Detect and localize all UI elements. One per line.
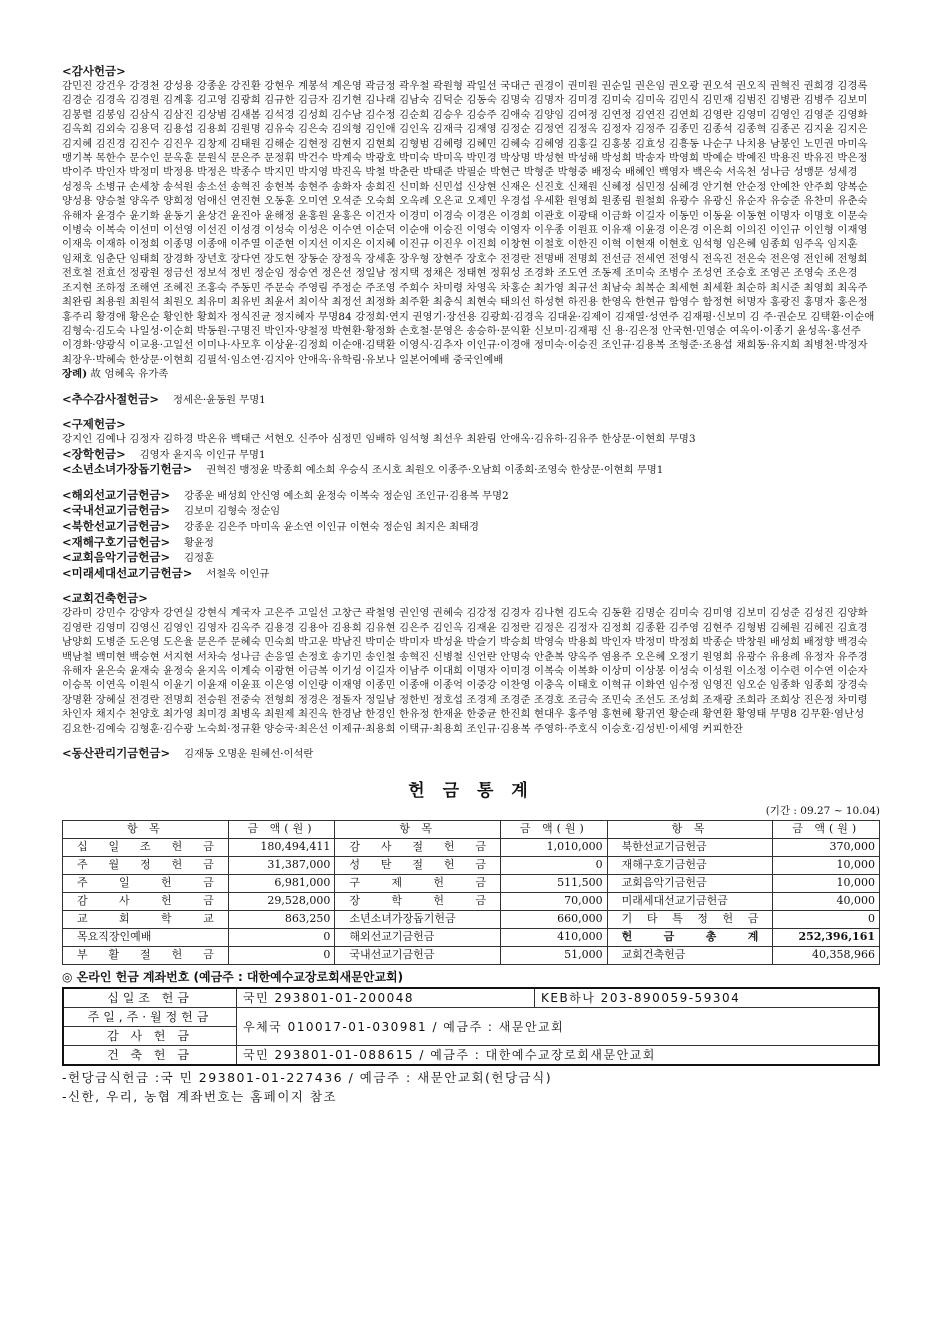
donor-names: 권혁진 맹정윤 박종희 예소희 우승식 조시호 최원오 이종주·오남희 이종희·조영숙 한상문·이현희 무명1: [206, 464, 664, 477]
stats-item-amount: 40,358,966: [773, 946, 880, 964]
stats-title: 헌 금 통 계: [408, 780, 534, 801]
stats-item-label: 북한선교기금헌금: [607, 838, 773, 856]
stats-item-label: 재해구호기금헌금: [607, 856, 773, 874]
section-title: <국내선교기금헌금>: [62, 503, 171, 518]
stats-item-label: 기 타 특 정 헌 금: [607, 910, 773, 928]
offering-section-relief: [62, 417, 880, 446]
donor-names: 정세은·윤동원 무명1: [173, 393, 266, 406]
donor-names: 감민진 강건우 강경천 강성용 강종운 강진환 강현우 계봉석 계은영 곽금정 곽우철 곽원형 곽일선 국대근 권경이 권미원 권순일 권은임 권오광 권오석 권오직 권혁진 권희경 김경록 김경순 김경옥 김경원 김계홍 김고영 김광희 김규한 김금자 김기현 김나래 김남숙 김덕순 김동숙 김명숙 김명자 김미경 김미숙 김미옥 김민식 김민재 김범진 김병관 김병주 김보미 김봉렬 김봉임 김삼식 김삼진 김상범 김새봄 김석경 김성희 김수남 김수정 김순희 김승우 김승주 김애숙 김양임 김여정 김연정 김연진 김연희 김영란 김영미 김영인 김영준 김영화 김옥희 김외숙 김용덕 김용섭 김용희 김원명 김유숙 김은숙 김의형 김인애 김인옥 김재극 김재영 김정순 김정연 김정옥 김정자 김정주 김종민 김종석 김종혁 김종곤 김지윤 김지은 김지혜 김진경 김진수 김진우 김창제 김태원 김해순 김현정 김현지 김현희 김형범 김혜령 김혜민 김혜숙 김혜영 김홍길 김홍봉 김효성 김흥동 나순구 나치용 남봉인 노민권 마미옥 맹기복 목한수 문수인 문옥훈 문원식 문은주 문정휘 박건수 박계숙 박광호 박미숙 박미옥 박민경 박상명 박성현 박성해 박성희 박송자 박영희 박예순 박예진 박용진 박유진 박은정 박이주 박인자 박정미 박정용 박정은 박종수 박지민 박지영 박진옥 박철 박춘란 박태준 박필순 박현근 박형준 박형중 배정숙 배혜인 백영자 백은숙 서옥천 성나금 성맹문 성세경 성정욱 소병규 손세창 송석원 송소선 송혁진 송현복 송현주 송화자 송희진 신미화 신민섭 신상현 신재은 신진호 신채원 신혜정 심민정 심혜경 안기현 안순정 안예찬 안주희 양복순 양성용 양승철 양옥주 양희정 엄애신 연진현 오동훈 오미연 오석준 오숙희 오옥례 오은교 오제민 우경섭 우세환 원영희 원종림 원철희 유광수 유광신 유순자 유승준 유찬미 유춘숙 유해자 윤경수 윤기화 윤동기 윤상건 윤진아 윤해정 윤홍원 윤홍은 이건자 이경미 이경숙 이경은 이경희 이관호 이광태 이금화 이길자 이동민 이동윤 이동현 이명자 이명호 이문숙 이병숙 이복숙 이선미 이선영 이선진 이성경 이성숙 이성은 이수연 이순덕 이순애 이승진 이영숙 이영자 이우종 이원표 이유재 이윤경 이은경 이은희 이의진 이인규 이인형 이재영 이재욱 이재하 이정희 이종명 이종애 이주열 이준현 이지선 이지은 이지혜 이진규 이진우 이진희 이창현 이철호 이한진 이혁 이현재 이현호 임석형 임은혜 임종희 임주옥 임지훈 임채호 임춘단 임태희 장경화 장년호 장다연 장도현 장동순 장정옥 장세훈 장우형 장현주 장호수 전경란 전명배 전명희 전선금 전세연 전영식 전옥진 전은숙 전은영 전인혜 전형희 전호철 전효선 정광원 정금선 정보석 정빈 정순임 정승연 정은선 정일남 정지택 정채은 정태현 정휘성 조경화 조도연 조동제 조미숙 조병수 조성연 조승호 조영곤 조영숙 조은경 조지현 조하정 조해연 조혜진 조홍숙 주동민 주문숙 주영림 주정순 주조영 주희수 차미령 차영옥 차홍순 최가영 최규선 최남숙 최복순 최세현 최세환 최순하 최시준 최영희 최옥주 최완림 최용원 최원석 최원오 최유미 최유빈 최윤서 최이삭 최정선 최정화 최주환 최충식 최현숙 태의선 하성현 하진용 한영옥 한현규 함영수 함정현 허명자 홍광진 홍명자 홍은정 홍주리 황경애 황은순 황인한 황희자 정식진균 정지혜자 무명84 강정희·연지 권영기·장선용 김광희·김경옥 김대윤·김제이 김재열·성연주 김재평·신보미 김 주·권순모 김택환·이순애 김형숙·김도숙 나일성·이순희 박동원·구명진 박인자·양철정 박현환·황정화 손호철·문영은 송승하·문익환 신보미·김재평 신 용·김은정 안국현·민영순 여옥이·이종기 윤성옥·홍선주 이경화·양광식 이교용·고일선 이미나·사모후 이상윤·김정희 이순애·김택환 이영식·김추자 이인규·이경애 정미숙·이승진 조인규·김용복 조형준·조용섭 채희동·유지희 최병천·박정자 최장우·박혜숙 한상문·이현희 김필석·임소연·김지아 안애옥·유학림·유보나 일본어예배 중국인예배: [62, 80, 875, 366]
offering-section-chuseok: [62, 392, 880, 408]
stats-item-amount: 40,000: [773, 892, 880, 910]
stats-item-label: 주 월 정 헌 금: [63, 856, 229, 874]
donor-names: 서철욱 이인규: [206, 567, 270, 580]
account-label: 감 사 헌 금: [63, 1026, 237, 1045]
section-title: <감사헌금>: [62, 64, 126, 78]
donor-names: 김정훈: [184, 552, 214, 565]
account-label: 십일조 헌금: [63, 988, 237, 1008]
stats-item-amount: 863,250: [228, 910, 335, 928]
stats-item-label: 장 학 헌 금: [335, 892, 501, 910]
section-title: <북한선교기금헌금>: [62, 518, 171, 533]
section-title: <동산관리기금헌금>: [62, 745, 171, 760]
stats-item-label: 해외선교기금헌금: [335, 928, 501, 946]
stats-item-label: 목요직장인예배: [63, 928, 229, 946]
section-title: <미래세대선교기금헌금>: [62, 565, 193, 580]
stats-item-amount: 0: [228, 946, 335, 964]
stats-item-label: 국내선교기금헌금: [335, 946, 501, 964]
section-title: <교회건축헌금>: [62, 591, 148, 606]
header-amount: 금 액(원): [501, 820, 608, 838]
stats-row: [63, 892, 880, 910]
stats-item-amount: 51,000: [501, 946, 608, 964]
header-item: 항 목: [607, 820, 773, 838]
offering-section-nk: [62, 519, 880, 535]
stats-item-amount: 29,528,000: [228, 892, 335, 910]
account-row-tithe: [63, 988, 879, 1008]
section-title: <구제헌금>: [62, 417, 126, 432]
account-notes: [62, 1068, 880, 1106]
offering-section-scholarship: [62, 447, 880, 463]
stats-item-amount: 31,387,000: [228, 856, 335, 874]
account-label: 건 축 헌 금: [63, 1045, 237, 1065]
stats-body: [63, 838, 880, 964]
funeral-line: [62, 367, 880, 381]
accounts-table: [62, 987, 880, 1066]
stats-item-label: 부 활 절 헌 금: [63, 946, 229, 964]
stats-header-row: [63, 820, 880, 838]
donor-names: 강지인 김예나 김정자 김하경 박온유 백태근 서현오 신주아 심정민 임배하 임석형 최선우 최완림 안애옥·김유하·김유주 한상문·이현희 무명3: [62, 433, 696, 446]
donor-names: 김보미 김형숙 정순임: [184, 505, 281, 518]
section-title: <재해구호기금헌금>: [62, 534, 171, 549]
section-title: <추수감사절헌금>: [62, 391, 160, 406]
account-label: 주일,주·월정헌금: [63, 1007, 237, 1026]
stats-item-label: 교회음악기금헌금: [607, 874, 773, 892]
stats-item-amount: 10,000: [773, 874, 880, 892]
offering-section-property: [62, 746, 880, 762]
offering-section-overseas: [62, 488, 880, 504]
offering-section-building: [62, 591, 880, 736]
stats-item-label: 교회건축헌금: [607, 946, 773, 964]
stats-item-label: 구 제 헌 금: [335, 874, 501, 892]
stats-item-amount: 6,981,000: [228, 874, 335, 892]
account-number[interactable]: 우체국 010017-01-030981 / 예금주 : 새문안교회: [237, 1007, 880, 1045]
stats-item-amount: 180,494,411: [228, 838, 335, 856]
header-amount: 금 액(원): [228, 820, 335, 838]
offering-section-music: [62, 550, 880, 566]
offering-section-domestic: [62, 503, 880, 519]
stats-item-label: 성 탄 절 헌 금: [335, 856, 501, 874]
offering-section-nextgen: [62, 566, 880, 582]
offering-section-disaster: [62, 535, 880, 551]
funeral-text: 故 엄혜옥 유가족: [90, 368, 169, 381]
note-line: -헌당금식헌금 :국 민 293801-01-227436 / 예금주 : 새문안교회(헌당금식): [62, 1069, 553, 1085]
stats-period: (기간 : 09.27 ~ 10.04): [765, 804, 880, 817]
stats-row: [63, 946, 880, 964]
stats-row: [63, 910, 880, 928]
stats-item-label: 교 회 학 교: [63, 910, 229, 928]
section-title: <장학헌금>: [62, 446, 126, 461]
stats-item-label: 감 사 헌 금: [63, 892, 229, 910]
note-line: -신한, 우리, 농협 계좌번호는 홈페이지 참조: [62, 1088, 338, 1104]
section-title: <소년소녀가장돕기헌금>: [62, 462, 193, 477]
stats-item-amount: 660,000: [501, 910, 608, 928]
account-row-sunday: [63, 1007, 879, 1026]
stats-item-amount: 0: [228, 928, 335, 946]
accounts-title: ◎ 온라인 헌금 계좌번호 (예금주 : 대한예수교장로회새문안교회): [62, 969, 404, 984]
offering-stats-table: [62, 820, 880, 965]
account-number[interactable]: KEB하나 203-890059-59304: [535, 988, 880, 1008]
header-item: 항 목: [63, 820, 229, 838]
donor-names: 강종운 김은주 마미옥 윤소연 이인규 이현숙 정순임 최지은 최태경: [184, 520, 479, 533]
stats-item-label: 소년소녀가장돕기헌금: [335, 910, 501, 928]
stats-item-amount: 0: [773, 910, 880, 928]
stats-item-label: 주 일 헌 금: [63, 874, 229, 892]
donor-names: 김재동 오명운 원혜선·이석란: [184, 747, 314, 760]
donor-names: 강라미 강민수 강양자 강연실 강현식 계국자 고은주 고일선 고창근 곽철영 권인영 권혜숙 김강정 김경자 김나현 김도숙 김동환 김명순 김미숙 김미영 김보미 김성준 김성진 김양화 김영란 김영미 김영신 김영인 김영자 김옥주 김용경 김용아 김용희 김유현 김은주 김인옥 김재윤 김정란 김정은 김정자 김정희 김종환 김주영 김현주 김형범 김혜원 김혜진 김효경 남양희 도병준 도은영 도은율 문은주 문혜숙 민숙희 박고운 박남진 박미순 박미자 박성윤 박슬기 박승희 박영숙 박용희 박인자 박정미 박정희 박종순 박창원 배성희 배정향 백경숙 백남철 백미현 백승현 서지현 서차숙 성나금 손응열 손정호 송기민 송인철 송혁진 신병철 신언란 안명숙 안춘복 양옥주 염용주 오은혜 오정기 원영희 유광수 유용례 유정자 유주경 유해자 윤은숙 윤재숙 윤정숙 윤지옥 이계숙 이광현 이금복 이기성 이길자 이남주 이대희 이명자 이미경 이복숙 이복화 이상미 이상봉 이성숙 이성원 이소정 이수련 이수연 이순자 이승목 이연옥 이원식 이윤기 이윤재 이윤표 이은영 이인량 이재영 이종민 이종애 이종억 이중강 이찬영 이충옥 이태호 이혁규 이화연 임수정 임영진 임오순 임종화 임종희 장경숙 장명환 장혜실 전경란 전명희 전승원 전중숙 전형희 정경은 정돌자 정일남 정한빈 정호섭 조경제 조경준 조경호 조금숙 조민숙 조선도 조성희 조재광 조희라 조희상 진은정 차미령 차인자 채지수 천양호 최가영 최미경 최병옥 최원제 최진옥 한경남 한경인 한유정 한재윤 한중균 한진희 현대우 홍주영 홍현혜 황귀연 황순래 황연환 황영태 무명8 김무환·염난성 김요한·김예숙 김형훈·김수광 노숙희·정규환 양승국·최은선 이제규·최용희 이택규·최용희 조인규·김용복 주영하·주호식 이승호·김성빈·이세영 커피한잔: [62, 607, 868, 735]
stats-item-label: 미래세대선교기금헌금: [607, 892, 773, 910]
stats-row: [63, 928, 880, 946]
account-number[interactable]: 국민 293801-01-088615 / 예금주 : 대한예수교장로회새문안교회: [237, 1045, 880, 1065]
stats-row: [63, 838, 880, 856]
offering-section-thanks: [62, 64, 880, 382]
stats-item-amount: 511,500: [501, 874, 608, 892]
header-item: 항 목: [335, 820, 501, 838]
section-title: <해외선교기금헌금>: [62, 487, 171, 502]
stats-item-label: 헌 금 총 계: [607, 928, 773, 946]
account-number[interactable]: 국민 293801-01-200048: [237, 988, 535, 1008]
funeral-label: 장례): [62, 368, 88, 381]
header-amount: 금 액(원): [773, 820, 880, 838]
stats-row: [63, 856, 880, 874]
stats-item-amount: 0: [501, 856, 608, 874]
stats-item-amount: 410,000: [501, 928, 608, 946]
section-title: <교회음악기금헌금>: [62, 550, 171, 565]
stats-item-amount: 370,000: [773, 838, 880, 856]
donor-names: 김영자 윤지옥 이인규 무명1: [139, 448, 266, 461]
stats-item-label: 감 사 절 헌 금: [335, 838, 501, 856]
stats-item-amount: 70,000: [501, 892, 608, 910]
donor-names: 황윤정: [184, 536, 214, 549]
donor-names: 강종운 배성희 안신영 예소희 윤정숙 이복숙 정순임 조인규·김용복 무명2: [184, 489, 509, 502]
stats-row: [63, 874, 880, 892]
offering-section-youth: [62, 462, 880, 478]
stats-item-label: 십 일 조 헌 금: [63, 838, 229, 856]
account-row-building: [63, 1045, 879, 1065]
stats-item-amount: 10,000: [773, 856, 880, 874]
stats-item-amount: 1,010,000: [501, 838, 608, 856]
bulletin-page: [62, 64, 880, 1106]
stats-item-amount: 252,396,161: [773, 928, 880, 946]
